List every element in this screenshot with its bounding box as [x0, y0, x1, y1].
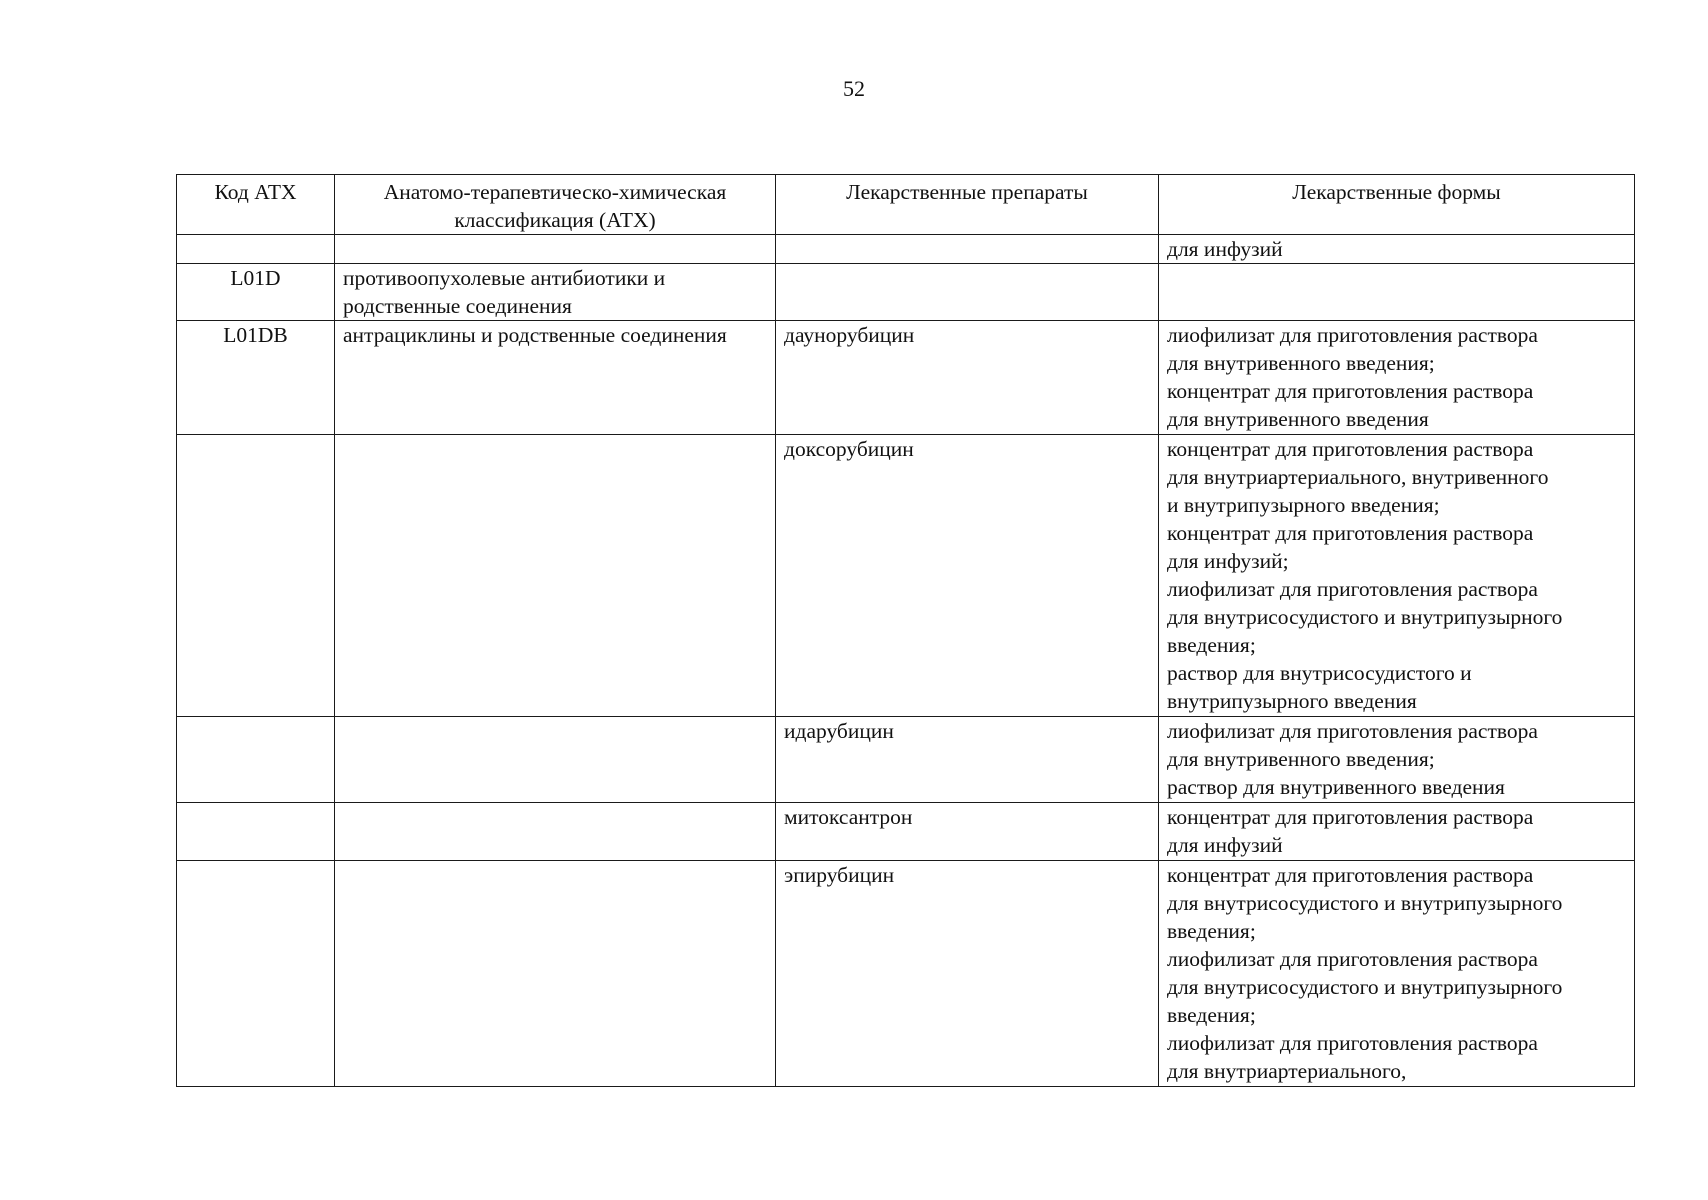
header-drugs: Лекарственные препараты	[776, 175, 1159, 235]
cell-forms: лиофилизат для приготовления раствора для внутривенного введения; раствор для внутривенного введения	[1159, 717, 1635, 803]
header-code: Код АТХ	[177, 175, 335, 235]
cell-code	[177, 717, 335, 803]
table-header-row	[177, 175, 1635, 235]
table-row	[177, 717, 1635, 803]
cell-forms	[1159, 264, 1635, 321]
cell-drug: митоксантрон	[776, 803, 1159, 861]
cell-forms: лиофилизат для приготовления раствора для внутривенного введения; концентрат для приготовления раствора для внутривенного введения	[1159, 321, 1635, 435]
cell-drug: идарубицин	[776, 717, 1159, 803]
cell-classification: противоопухолевые антибиотики и родственные соединения	[335, 264, 776, 321]
cell-code	[177, 235, 335, 264]
cell-code: L01D	[177, 264, 335, 321]
cell-forms: концентрат для приготовления раствора для инфузий	[1159, 803, 1635, 861]
table-row	[177, 321, 1635, 435]
cell-code	[177, 435, 335, 717]
cell-drug	[776, 235, 1159, 264]
cell-drug: эпирубицин	[776, 861, 1159, 1087]
cell-forms: концентрат для приготовления раствора для внутрисосудистого и внутрипузырного введения; лиофилизат для приготовления раствора для внутрисосудистого и внутрипузырного введения; лиофилизат для приготовления раствора для внутриартериального,	[1159, 861, 1635, 1087]
header-forms: Лекарственные формы	[1159, 175, 1635, 235]
table-row	[177, 435, 1635, 717]
page-number: 52	[843, 76, 865, 101]
cell-classification	[335, 717, 776, 803]
cell-code: L01DB	[177, 321, 335, 435]
cell-code	[177, 803, 335, 861]
table-row	[177, 235, 1635, 264]
cell-drug	[776, 264, 1159, 321]
cell-drug: даунорубицин	[776, 321, 1159, 435]
cell-classification	[335, 435, 776, 717]
cell-code	[177, 861, 335, 1087]
cell-classification: антрациклины и родственные соединения	[335, 321, 776, 435]
atx-table	[176, 174, 1635, 1087]
table-row	[177, 264, 1635, 321]
header-classification: Анатомо-терапевтическо-химическая классификация (АТХ)	[335, 175, 776, 235]
table-row	[177, 861, 1635, 1087]
cell-classification	[335, 803, 776, 861]
cell-forms: концентрат для приготовления раствора для внутриартериального, внутривенного и внутрипузырного введения; концентрат для приготовления раствора для инфузий; лиофилизат для приготовления раствора для внутрисосудистого и внутрипузырного введения; раствор для внутрисосудистого и внутрипузырного введения	[1159, 435, 1635, 717]
cell-drug: доксорубицин	[776, 435, 1159, 717]
table-row	[177, 803, 1635, 861]
cell-classification	[335, 861, 776, 1087]
cell-forms: для инфузий	[1159, 235, 1635, 264]
cell-classification	[335, 235, 776, 264]
